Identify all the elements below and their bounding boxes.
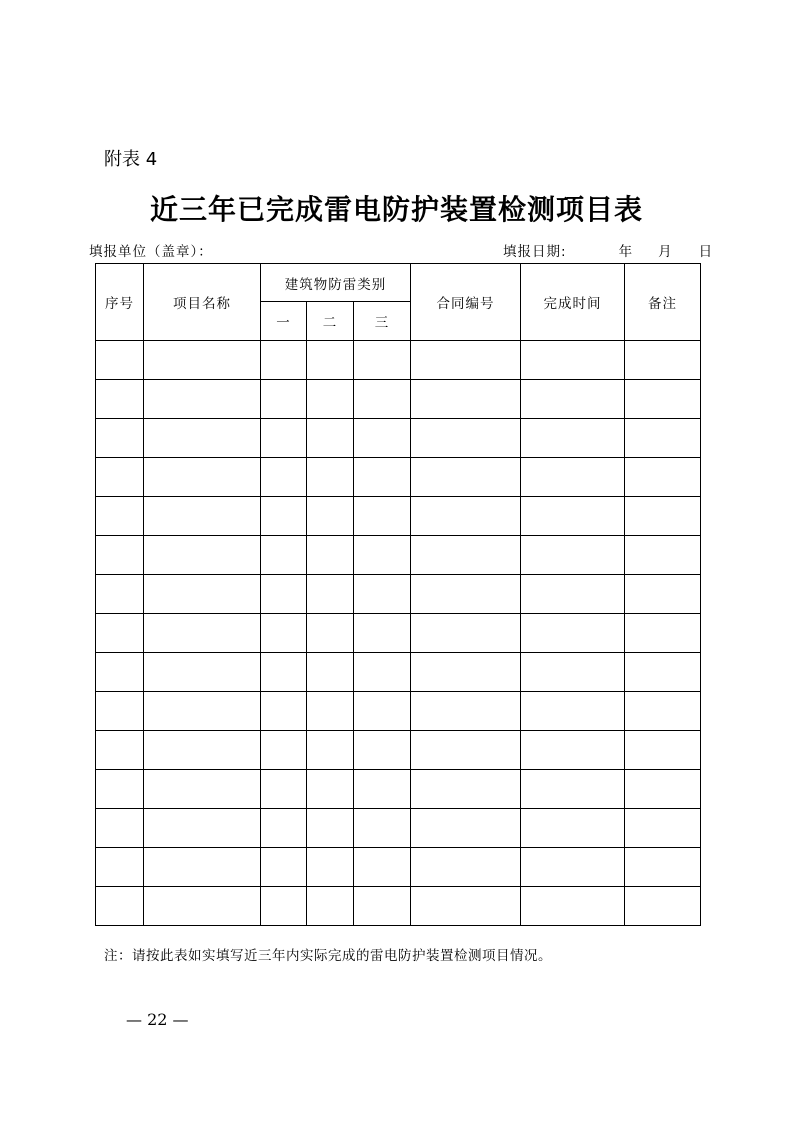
table-cell[interactable] [411, 848, 521, 887]
table-cell[interactable] [411, 575, 521, 614]
table-row [96, 653, 701, 692]
table-cell[interactable] [411, 419, 521, 458]
header-category-3: 三 [354, 302, 411, 341]
page-number: — 22 — [126, 1010, 189, 1029]
table-cell[interactable] [307, 692, 354, 731]
table-cell[interactable] [261, 614, 307, 653]
table-cell[interactable] [521, 887, 625, 926]
attachment-label: 附表 4 [104, 149, 158, 170]
table-row [96, 770, 701, 809]
table-cell[interactable] [411, 614, 521, 653]
table-cell[interactable] [96, 497, 144, 536]
table-cell[interactable] [625, 575, 701, 614]
table-row [96, 692, 701, 731]
table-cell[interactable] [521, 653, 625, 692]
table-row [96, 380, 701, 419]
table-cell[interactable] [521, 497, 625, 536]
table-cell[interactable] [354, 809, 411, 848]
table-cell[interactable] [354, 497, 411, 536]
table-cell[interactable] [261, 341, 307, 380]
table-cell[interactable] [625, 614, 701, 653]
table-cell[interactable] [96, 653, 144, 692]
table-cell[interactable] [261, 458, 307, 497]
table-cell[interactable] [307, 848, 354, 887]
table-cell[interactable] [354, 575, 411, 614]
header-project-name: 项目名称 [144, 264, 261, 341]
header-completion-time: 完成时间 [521, 264, 625, 341]
fill-date-month: 月 [658, 244, 673, 260]
table-cell[interactable] [96, 419, 144, 458]
table-cell[interactable] [307, 458, 354, 497]
table-cell[interactable] [521, 458, 625, 497]
table-cell[interactable] [411, 692, 521, 731]
table-cell[interactable] [521, 536, 625, 575]
table-cell[interactable] [261, 380, 307, 419]
table-cell[interactable] [521, 419, 625, 458]
table-cell[interactable] [96, 731, 144, 770]
table-cell[interactable] [261, 848, 307, 887]
table-cell[interactable] [307, 731, 354, 770]
table-cell[interactable] [411, 380, 521, 419]
table-cell[interactable] [307, 770, 354, 809]
footnote: 注：请按此表如实填写近三年内实际完成的雷电防护装置检测项目情况。 [104, 948, 552, 964]
table-cell[interactable] [96, 770, 144, 809]
table-cell[interactable] [354, 536, 411, 575]
table-cell[interactable] [96, 809, 144, 848]
table-cell[interactable] [144, 653, 261, 692]
table-cell[interactable] [521, 770, 625, 809]
table-cell[interactable] [354, 848, 411, 887]
header-index: 序号 [96, 264, 144, 341]
table-cell[interactable] [144, 692, 261, 731]
page-title: 近三年已完成雷电防护装置检测项目表 [149, 193, 643, 226]
table-cell[interactable] [261, 770, 307, 809]
table-cell[interactable] [411, 536, 521, 575]
table-cell[interactable] [354, 887, 411, 926]
table-cell[interactable] [144, 614, 261, 653]
table-cell[interactable] [96, 575, 144, 614]
table-cell[interactable] [625, 458, 701, 497]
table-cell[interactable] [625, 887, 701, 926]
header-contract-no: 合同编号 [411, 264, 521, 341]
table-cell[interactable] [521, 692, 625, 731]
table-cell[interactable] [625, 770, 701, 809]
table-cell[interactable] [521, 380, 625, 419]
table-cell[interactable] [411, 458, 521, 497]
table-cell[interactable] [261, 692, 307, 731]
table-cell[interactable] [625, 419, 701, 458]
table-cell[interactable] [521, 341, 625, 380]
table-cell[interactable] [96, 887, 144, 926]
table-row [96, 887, 701, 926]
table-row [96, 497, 701, 536]
table-cell[interactable] [144, 809, 261, 848]
table-cell[interactable] [625, 536, 701, 575]
table-cell[interactable] [411, 770, 521, 809]
table-cell[interactable] [307, 497, 354, 536]
table-cell[interactable] [261, 887, 307, 926]
table-cell[interactable] [96, 341, 144, 380]
table-cell[interactable] [625, 848, 701, 887]
table-cell[interactable] [354, 458, 411, 497]
header-remarks: 备注 [625, 264, 701, 341]
table-cell[interactable] [307, 380, 354, 419]
table-cell[interactable] [307, 575, 354, 614]
table-cell[interactable] [411, 497, 521, 536]
table-cell[interactable] [307, 614, 354, 653]
header-category-2: 二 [307, 302, 354, 341]
table-cell[interactable] [625, 380, 701, 419]
table-cell[interactable] [144, 341, 261, 380]
table-cell[interactable] [96, 458, 144, 497]
table-cell[interactable] [625, 731, 701, 770]
table-cell[interactable] [625, 809, 701, 848]
table-cell[interactable] [261, 653, 307, 692]
table-cell[interactable] [307, 809, 354, 848]
table-cell[interactable] [261, 536, 307, 575]
table-row [96, 848, 701, 887]
table-cell[interactable] [625, 341, 701, 380]
fill-date [503, 240, 713, 260]
table-cell[interactable] [144, 536, 261, 575]
header-category-group: 建筑物防雷类别 [261, 264, 411, 302]
projects-table [95, 263, 701, 926]
table-cell[interactable] [521, 809, 625, 848]
table-cell[interactable] [411, 731, 521, 770]
table-row [96, 419, 701, 458]
table-row [96, 731, 701, 770]
table-row [96, 341, 701, 380]
table-cell[interactable] [625, 497, 701, 536]
table-cell[interactable] [354, 731, 411, 770]
table-cell[interactable] [521, 575, 625, 614]
table-cell[interactable] [354, 419, 411, 458]
fill-unit-label: 填报单位（盖章）： [89, 244, 213, 260]
table-cell[interactable] [411, 809, 521, 848]
table-row [96, 809, 701, 848]
table-cell[interactable] [261, 731, 307, 770]
table-cell[interactable] [307, 341, 354, 380]
table-cell[interactable] [96, 848, 144, 887]
table-cell[interactable] [354, 341, 411, 380]
table-cell[interactable] [96, 614, 144, 653]
table-cell[interactable] [96, 692, 144, 731]
table-row [96, 536, 701, 575]
table-cell[interactable] [411, 887, 521, 926]
table-cell[interactable] [96, 536, 144, 575]
table-cell[interactable] [354, 614, 411, 653]
table-cell[interactable] [625, 653, 701, 692]
table-cell[interactable] [144, 731, 261, 770]
table-cell[interactable] [261, 497, 307, 536]
table-cell[interactable] [307, 887, 354, 926]
table-cell[interactable] [521, 614, 625, 653]
table-cell[interactable] [144, 770, 261, 809]
table-cell[interactable] [307, 419, 354, 458]
table-cell[interactable] [261, 575, 307, 614]
table-cell[interactable] [625, 692, 701, 731]
table-cell[interactable] [144, 497, 261, 536]
table-cell[interactable] [307, 536, 354, 575]
table-cell[interactable] [144, 848, 261, 887]
table-cell[interactable] [144, 575, 261, 614]
table-cell[interactable] [261, 809, 307, 848]
table-cell[interactable] [144, 419, 261, 458]
table-cell[interactable] [96, 380, 144, 419]
table-cell[interactable] [411, 341, 521, 380]
table-row [96, 614, 701, 653]
table-cell[interactable] [354, 380, 411, 419]
table-row [96, 458, 701, 497]
table-cell[interactable] [144, 887, 261, 926]
fill-date-year: 年 [618, 244, 634, 260]
fill-date-label: 填报日期: [503, 244, 567, 260]
table-cell[interactable] [354, 770, 411, 809]
table-cell[interactable] [144, 458, 261, 497]
header-category-1: 一 [261, 302, 307, 341]
fill-date-day: 日 [698, 244, 714, 260]
table-row [96, 575, 701, 614]
table-cell[interactable] [354, 653, 411, 692]
table-cell[interactable] [144, 380, 261, 419]
table-cell[interactable] [354, 692, 411, 731]
table-cell[interactable] [261, 419, 307, 458]
table-cell[interactable] [411, 653, 521, 692]
table-cell[interactable] [521, 848, 625, 887]
table-cell[interactable] [521, 731, 625, 770]
table-cell[interactable] [307, 653, 354, 692]
